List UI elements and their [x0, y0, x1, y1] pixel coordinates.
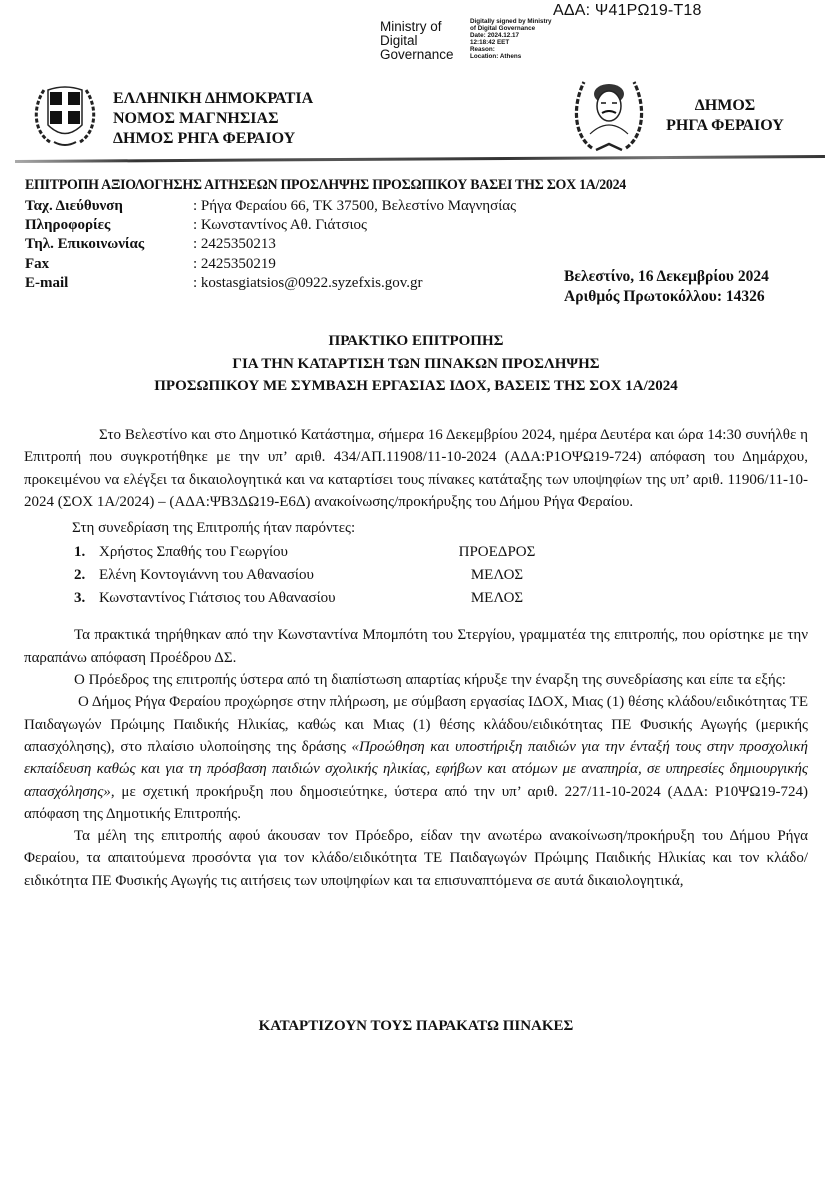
header-line: ΝΟΜΟΣ ΜΑΓΝΗΣΙΑΣ: [113, 110, 279, 127]
paragraph-opening: Στο Βελεστίνο και στο Δημοτικό Κατάστημα, σήμερα 16 Δεκεμβρίου 2024, ημέρα Δευτέρα και ώρα 14:30 συνήλθε η Επιτροπή που συγκροτήθηκε με την υπ’ αριθ. 434/ΑΠ.11908/11-10-2024 (ΑΔΑ:Ρ1ΟΨΩ19-724) απόφαση του Δημάρχου, προκειμένου να ελέγξει τα δικαιολογητικά και να καταρτίσει τους πίνακες κατάταξης των υποψηφίων της υπ’ αριθ. 11906/11-10-2024 (ΣΟΧ 1Α/2024) – (ΑΔΑ:ΨΒ3ΔΩ19-Ε6Δ) ανακοίνωσης/προκήρυξης του Δήμου Ρήγα Φεραίου.: [24, 427, 808, 510]
attendee-role: ΜΕΛΟΣ: [470, 567, 524, 584]
attendee-name: Κωνσταντίνος Γιάτσιος του Αθανασίου: [99, 590, 336, 607]
contact-label: Ταχ. Διεύθυνση: [25, 198, 123, 214]
contact-row-info: [25, 216, 516, 235]
contact-value: : 2425350213: [193, 236, 276, 253]
program-title: «Προώθηση και υποστήριξη παιδιών για την ένταξή τους στην προσχολική εκπαίδευση καθώς και για τη πρόσβαση παιδιών σχολικής ηλικίας, εφήβων και ατόμων με αναπηρία, σε υπηρεσίες δημιουργικής απασχόλησης»: [24, 738, 808, 800]
signature-detail: Reason:: [470, 46, 495, 54]
ada-code: ΑΔΑ: Ψ41ΡΩ19-Τ18: [553, 2, 702, 19]
paragraph-review: Τα μέλη της επιτροπής αφού άκουσαν τον Πρόεδρο, είδαν την ανωτέρω ανακοίνωση/προκήρυξη του Δήμου Ρήγα Φεραίου, τα απαιτούμενα προσόντα για τον κλάδο/ειδικότητα ΤΕ Παιδαγωγών Πρώιμης Παιδικής Ηλικίας και τον κλάδο/ειδικότητα ΠΕ Φυσικής Αγωγής τις αιτήσεις των υποψηφίων και τα επισυναπτόμενα σε αυτά δικαιολογητικά,: [24, 828, 808, 889]
paragraph-announcement: [24, 691, 808, 825]
announcement-text: , με σχετική προκήρυξη που δημοσιεύτηκε, ύστερα από την υπ’ αριθ. 227/11-10-2024 (ΑΔΑ: Ρ10ΨΩ19-724) απόφαση της Δημοτικής Επιτροπής.: [24, 783, 808, 822]
attendee-row: [24, 587, 808, 610]
attendees-list: [24, 541, 808, 610]
paragraph-secretary: Τα πρακτικά τηρήθηκαν από την Κωνσταντίνα Μπομπότη του Στεργίου, γραμματέα της επιτροπής, που ορίστηκε με την παραπάνω απόφαση Προέδρου ΔΣ.: [24, 627, 808, 666]
attendee-row: [24, 541, 808, 564]
contact-label: Πληροφορίες: [25, 217, 111, 234]
greek-coat-of-arms-icon: [30, 80, 100, 150]
document-body: [24, 424, 808, 892]
signature-detail: Date: 2024.12.17: [470, 32, 520, 40]
signature-detail: of Digital Governance: [470, 25, 536, 33]
attendee-number: 1.: [74, 544, 86, 561]
attendee-role: ΠΡΟΕΔΡΟΣ: [458, 544, 536, 561]
signature-detail: Digitally signed by Ministry: [470, 18, 552, 25]
contact-label: E-mail: [25, 274, 69, 291]
contact-row-address: [25, 197, 516, 216]
header-line: ΕΛΛΗΝΙΚΗ ΔΗΜΟΚΡΑΤΙΑ: [113, 90, 314, 107]
date-and-protocol: [564, 267, 769, 307]
title-line: ΓΙΑ ΤΗΝ ΚΑΤΑΡΤΙΣΗ ΤΩΝ ΠΙΝΑΚΩΝ ΠΡΟΣΛΗΨΗΣ: [232, 355, 600, 372]
contact-value: : Ρήγα Φεραίου 66, ΤΚ 37500, Βελεστίνο Μαγνησίας: [193, 198, 517, 214]
tables-heading: ΚΑΤΑΡΤΙΖΟΥΝ ΤΟΥΣ ΠΑΡΑΚΑΤΩ ΠΙΝΑΚΕΣ: [258, 1018, 574, 1034]
paragraph-quorum: Ο Πρόεδρος της επιτροπής ύστερα από τη διαπίστωση απαρτίας κήρυξε την έναρξη της συνεδρίασης και είπε τα εξής:: [74, 672, 786, 689]
contact-value: : Κωνσταντίνος Αθ. Γιάτσιος: [193, 217, 367, 234]
signature-details: [470, 18, 552, 62]
issuer-heading: [113, 89, 313, 149]
signature-issuer: [380, 20, 470, 62]
header-line: ΔΗΜΟΣ: [694, 97, 756, 114]
header-line: ΡΗΓΑ ΦΕΡΑΙΟΥ: [666, 117, 784, 134]
signature-detail: Location: Athens: [470, 53, 522, 61]
header-line: ΔΗΜΟΣ ΡΗΓΑ ΦΕΡΑΙΟΥ: [113, 130, 296, 147]
contact-email-link[interactable]: : kostasgiatsios@0922.syzefxis.gov.gr: [193, 274, 423, 291]
issuer-line: Digital: [380, 33, 418, 48]
protocol-number: Αριθμός Πρωτοκόλλου: 14326: [564, 288, 765, 305]
document-date: Βελεστίνο, 16 Δεκεμβρίου 2024: [564, 268, 769, 285]
contact-label: Fax: [25, 255, 50, 272]
contact-label: Τηλ. Επικοινωνίας: [25, 236, 145, 253]
attendees-intro: Στη συνεδρίαση της Επιτροπής ήταν παρόντες:: [72, 520, 356, 537]
document-title: [0, 330, 832, 398]
contact-row-fax: [25, 255, 516, 274]
attendee-name: Ελένη Κοντογιάννη του Αθανασίου: [99, 567, 314, 584]
attendee-row: [24, 564, 808, 587]
announcement-text: Ο Δήμος Ρήγα Φεραίου προχώρησε στην πλήρωση, με σύμβαση εργασίας ΙΔΟΧ, Μιας (1) θέσης κλάδου/ειδικότητας ΤΕ Παιδαγωγών Πρώιμης Παιδικής Ηλικίας, καθώς και Μιας (1) θέσης κλάδου/ειδικότητας ΠΕ Φυσικής Αγωγής (μερικής απασχόλησης), στο πλαίσιο υλοποίησης της δράσης: [24, 694, 808, 755]
attendee-number: 3.: [74, 590, 86, 607]
issuer-line: Governance: [380, 47, 454, 62]
header-divider: [15, 155, 825, 163]
contact-value: : 2425350219: [193, 255, 276, 272]
municipality-heading: [655, 96, 795, 136]
contact-details: [25, 197, 516, 293]
contact-row-phone: [25, 235, 516, 254]
title-line: ΠΡΟΣΩΠΙΚΟΥ ΜΕ ΣΥΜΒΑΣΗ ΕΡΓΑΣΙΑΣ ΙΔΟΧ, ΒΑΣΕΙΣ ΤΗΣ ΣΟΧ 1Α/2024: [154, 378, 678, 394]
issuer-line: Ministry of: [380, 19, 442, 34]
title-line: ΠΡΑΚΤΙΚΟ ΕΠΙΤΡΟΠΗΣ: [328, 333, 504, 349]
attendee-number: 2.: [74, 567, 86, 584]
contact-row-email: [25, 274, 516, 293]
signature-detail: 12:18:42 EET: [470, 39, 510, 47]
attendee-role: ΜΕΛΟΣ: [470, 590, 524, 607]
committee-title: ΕΠΙΤΡΟΠΗ ΑΞΙΟΛΟΓΗΣΗΣ ΑΙΤΗΣΕΩΝ ΠΡΟΣΛΗΨΗΣ ΠΡΟΣΩΠΙΚΟΥ ΒΑΣΕΙ ΤΗΣ ΣΟΧ 1Α/2024: [25, 177, 626, 193]
digital-signature-stamp: [380, 20, 552, 62]
municipality-logo-icon: [570, 76, 648, 156]
attendee-name: Χρήστος Σπαθής του Γεωργίου: [99, 544, 288, 561]
